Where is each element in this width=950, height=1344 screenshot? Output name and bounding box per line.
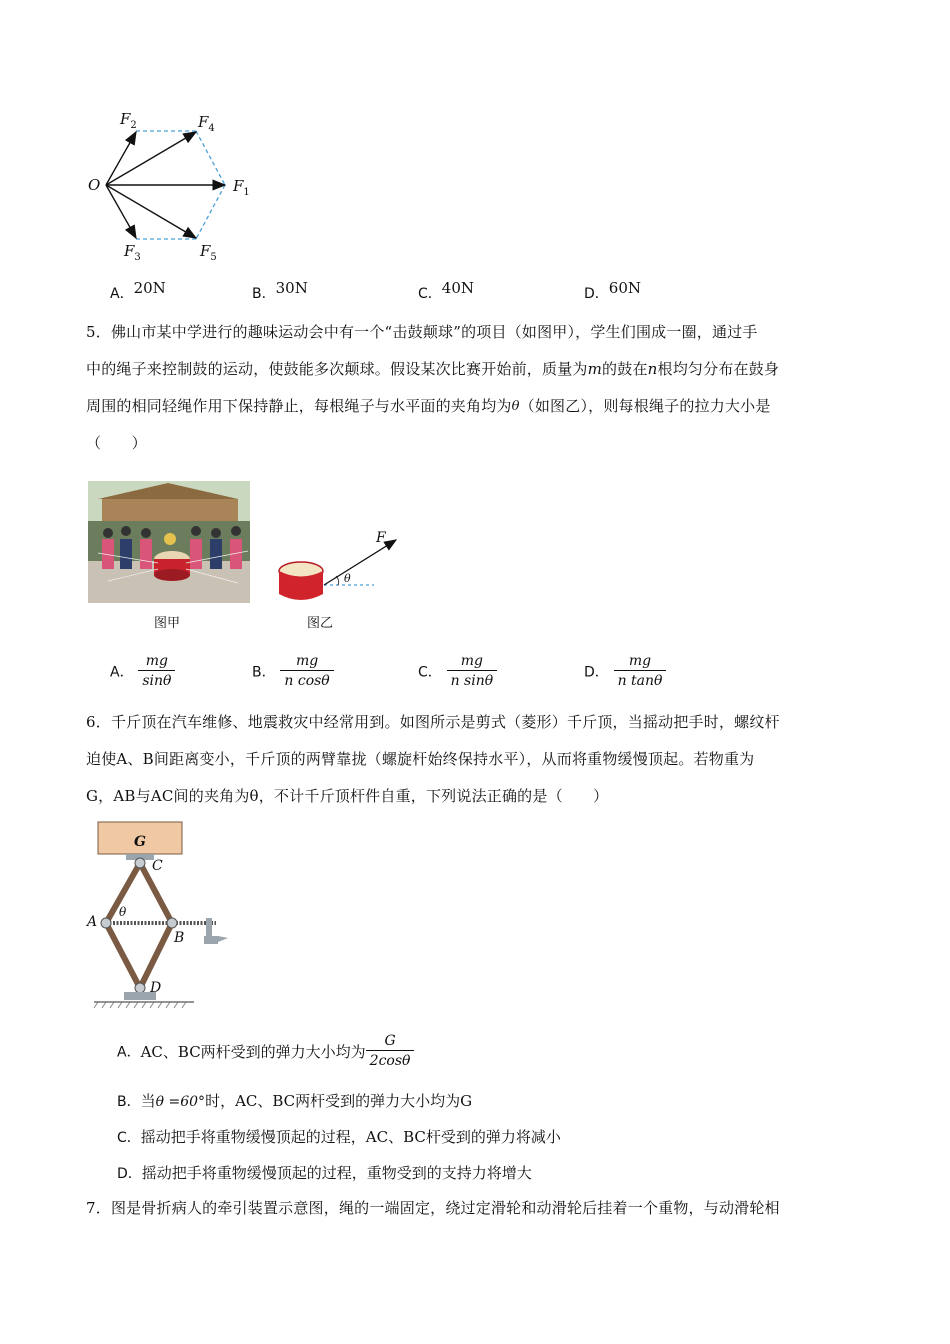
label-f: F xyxy=(376,530,386,546)
label-f3: F xyxy=(124,242,135,260)
q4-option-d[interactable]: D．60N xyxy=(584,279,641,302)
label-d: D xyxy=(150,980,162,996)
q5-question: 5．佛山市某中学进行的趣味运动会中有一个“击鼓颠球”的项目（如图甲），学生们围成一圈，通过手 中的绳子来控制鼓的运动，使鼓能多次颠球。假设某次比赛开始前，质量为m的鼓在n根均匀分布在鼓身 周围的相同轻绳作用下保持静止，每根绳子与水平面的夹角均为θ（如图乙），则每根绳子的拉力大小是 （ ） xyxy=(86,323,780,452)
svg-text:F1: $F_1$ xyxy=(233,177,250,198)
q6-option-b[interactable]: B．当θ =60°时，AC、BC两杆受到的弹力大小均为G xyxy=(117,1092,473,1110)
q4-option-a[interactable]: A．20N xyxy=(110,279,166,302)
label-f1: F xyxy=(233,177,244,195)
q4-option-c[interactable]: C．40N xyxy=(418,279,474,302)
label-g: G xyxy=(134,834,146,850)
force-diagram xyxy=(86,100,266,270)
q5-option-d[interactable]: D． $\frac{mg}{\text{n tanθ}}$ xyxy=(584,652,666,691)
f2-arrow xyxy=(106,132,136,185)
tension-arrow xyxy=(324,540,396,585)
svg-text:F5: $F_5$ xyxy=(200,242,217,263)
q5-option-c[interactable]: C． $\frac{mg}{\text{n sinθ}}$ xyxy=(418,652,497,691)
label-b: B xyxy=(174,930,185,946)
q5-option-a[interactable]: A． $\frac{mg}{\sin\theta}$ xyxy=(110,652,175,691)
f4-arrow xyxy=(106,132,196,185)
caption-figure-b: 图乙 xyxy=(307,616,334,631)
drum-game-photo xyxy=(88,481,250,603)
label-o: O xyxy=(88,176,101,194)
q6-question: 6．千斤顶在汽车维修、地震救灾中经常用到。如图所示是剪式（菱形）千斤顶，当摇动把手时，螺纹杆 迫使A、B间距离变小，千斤顶的两臂靠拢（螺旋杆始终保持水平），从而将重物缓慢顶起。若物重为 G，AB与AC间的夹角为θ，不计千斤顶杆件自重，下列说法正确的是（ ） xyxy=(86,713,780,805)
label-c: C xyxy=(152,858,163,874)
f5-arrow xyxy=(106,185,196,238)
svg-text:F2: $F_2$ xyxy=(120,110,137,131)
label-theta: θ xyxy=(344,572,351,585)
scissor-jack-diagram xyxy=(86,818,236,1018)
label-f4: F xyxy=(198,113,209,131)
f3-arrow xyxy=(106,185,136,238)
drum-force-diagram xyxy=(274,530,404,610)
label-f2: F xyxy=(120,110,131,128)
svg-text:F3: $F_3$ xyxy=(124,242,141,263)
q4-option-b[interactable]: B．30N xyxy=(252,279,308,302)
svg-text:F4: $F_4$ xyxy=(198,113,215,134)
q6-option-a[interactable]: A．AC、BC两杆受到的弹力大小均为 $\frac{G}{2\cos\theta}$ xyxy=(117,1032,414,1071)
q5-option-b[interactable]: B． $\frac{mg}{\text{n cosθ}}$ xyxy=(252,652,334,691)
q6-option-d[interactable]: D．摇动把手将重物缓慢顶起的过程，重物受到的支持力将增大 xyxy=(117,1164,532,1182)
caption-figure-a: 图甲 xyxy=(154,616,181,631)
q7-question: 7．图是骨折病人的牵引装置示意图，绳的一端固定，绕过定滑轮和动滑轮后挂着一个重物，与动滑轮相 xyxy=(86,1199,780,1217)
label-theta: θ xyxy=(119,905,127,919)
label-a: A xyxy=(87,914,98,930)
label-f5: F xyxy=(200,242,211,260)
q6-option-c[interactable]: C．摇动把手将重物缓慢顶起的过程，AC、BC杆受到的弹力将减小 xyxy=(117,1128,561,1146)
